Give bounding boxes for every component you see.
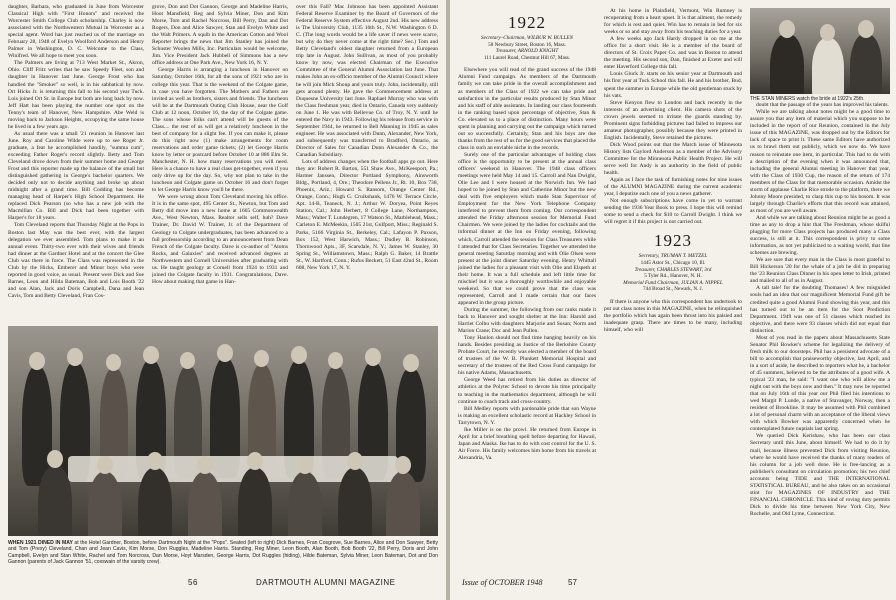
paragraph: Steve Kenyon flew to London and back recently in the interests of an advertising client. His camera shots of the crown jewels seemed to irritate the guards standing by. Prominent signs forbidding pictures had failed to impress our amateur photographer, possibly because they were printed in English. Incidentally, Steve retained the pictures. <box>604 99 742 141</box>
paragraph: The Palmers are living at 713 West Market St., Akron, Ohio. Cliff Fritz writes that he saw Speedy Fleet, son and daughter in Hanover last June. George Frost who has handled the "Smoker" so well, is in his sabbatical by now. Ort Hicks Jr. is returning this fall to his second year Tuck. Lois joined Ort Sr. in Europe but both are long back by now. Jeff Hatt has been playing the number one spot on the Tenny's team of Hanover, New Hampshire. Abe Weld is moving back to Jackson Heights, occupying the same house he lived in a few years ago. <box>8 60 144 130</box>
treasurer-address: 111 Laurel Road, Chestnut Hill 67, Mass. <box>483 54 571 61</box>
page-number: 56 <box>188 578 198 587</box>
paragraph: We are sure that every man in the Class is most grateful to Bill Hickerson '20 for the whale of a job he did in preparing the '23 Reunion Class Dinner in his open letter to Irish, printed and mailed to all of us in August. <box>750 257 890 285</box>
paragraph: Most of you read in the papers about Massachusetts State Senator Phil Bowker's scheme for legalizing the delivery of fresh milk to our doorsteps. Phil has a persistent advocate of a bill to accomplish that praiseworthy objective, last April, and in a sort of aside, he described to reporters what he, a bachelor of 45 summers, believed to be the attributes of a good wife. A typical '23 man, he said: "I want one who will allow me a night out with the boys now and then." It may now be reported that on July 16th of this year our Phil filed his intentions to wed Margit P. Lunde, a native of Stavanger, Norway, then a resident of Brookline. It may be assumed with Phil combined a lot of personal charm with an acceptance of the liberal views with which Bowker was apparently concerned when he contemplated future nuptials last spring. <box>750 334 890 433</box>
class-dinner-photo <box>8 326 438 536</box>
treasurer-address: 5 Tyler Rd., Hanover, N. H. <box>644 273 702 280</box>
magazine-title: DARTMOUTH ALUMNI MAGAZINE <box>256 578 396 587</box>
class-year-heading: 1923 <box>654 231 692 251</box>
paragraph: Tony Hanlon should not find time hanging heavily on his hands. Besides presiding as Justice of the Berkshire County Probate Court, he recently was elected a member of the board of trustees of the W. B. Plunkett Memorial Hospital and secretary of the trustees of the Red Cross Fund campaign for his native Adams, Massachusetts. <box>458 335 596 377</box>
fund-chairman-line: Memorial Fund Chairman, JULIAN A. NIPPEL <box>623 279 723 286</box>
left-page <box>0 0 446 600</box>
paragraph: Bill Medley reports with pardonable pride that son Wayne is making an excellent scholastic record at Hackley School in Tarrytown, N. Y. <box>458 405 596 426</box>
right-column-1 <box>458 8 596 570</box>
issue-date: Issue of OCTOBER 1948 <box>462 578 543 587</box>
right-page <box>450 0 896 600</box>
paragraph: We queried Dick Kerishaw, who has been our class Secretary until this June, about himself. We had to do it by mail, because illness prevented Dick from visiting Reunion, where he would have received the thanks of many readers of his column for a job well done. He is free-lancing as a publisher's consultant on circulation promotion; his two chief accounts being TIDE and THE INTERNATIONAL STATISTICAL BUREAU, and he also takes on an occasional stint for MAGAZINES OF INDUSTRY and THE FINANCIAL CHRONICLE. This kind of roving duty permits Dick to divide his time between New York City, New Rochelle, and Old Lyme, Connecticut. <box>750 433 890 517</box>
paragraph: Ike Miller is on the prowl. He returned from Europe in April for a brief breathing spell before departing for Hawaii, Japan and Alaska. Ike has to do with cost control for the U. S. Air Force. His family welcomes him home from his travels at Alexandria, Va. <box>458 426 596 461</box>
paragraph: While we are talking about notes might be a good time to assure you that any item of material which you suppose to be included in the report of our Reunion, contained in the July issue of this MAGAZINE, was dropped out by the Editors for lack of space to print it. These same Editors have authorized us to brawl them out publicly, which we now do. We have reason to reinstate one item, in particular. This had to do with a description of the evening when it was announced that, including the general Alumni meeting in Hanover that year, with the Class of 1930 Cup, the reason of the return of 174 members of the Class for that memorable occasion. Amidst the storm of applause Charlie Rice strode to the platform, there we Johnny Moore presided, to clasp this cup to his bosom. It was largely through Charlie's efforts that this record was attained, as most of you are well aware. <box>750 109 890 214</box>
fund-chairman-address: 744 Broad St., Newark, N. J. <box>643 286 703 293</box>
paragraph: Tom Cleveland reports that Thursday Night at the Pops in Boston last May was the best ever, with the largest delegation we ever assembled. Tom plans to make it an annual event. Thirty-two ever with their wives and friends had dinner at the Gardner Hotel and at the concert the Glee Club was there in force. The Class was represented in the Club by the Hicks, Emberer and Minor boys who were reported in good voice, as usual. Present were Dick and Sue Barnes, Leon and Hilda Bateman, Bob and Lois Booth '22 and son Alan, Jack and Doris Campbell, Dana and Jean Cavis, Tom and Betty Cleveland, Fran Cos- <box>8 222 144 299</box>
paragraph: George Weed has retired from his duties as director of athletics at the Polytec School to devote his time principally to teaching in the mathematics department, although he will continue to coach track and cross-country. <box>458 377 596 405</box>
paragraph: During the summer, the following from our ranks made it back to Hanover and sought shelter at the Inn: Harold and Harriet Colbu with daughters Marjorie and Susan; Norm and Marion Crane; Doc and Jean Pullen. <box>458 306 596 335</box>
secretary-line: Secretary, TRUMAN T. METZEL <box>638 253 708 260</box>
left-column-3 <box>296 4 438 320</box>
paragraph: Not enough subscriptions have come in yet to warrant sending the 1936 Year Book to press. I hope this will remind some to send a check for $10 to Carroll Dwight. I think we will regret it if this project is not carried out. <box>604 198 742 226</box>
paragraph: At his home in Plainfield, Vermont, Win Rumney is recuperating from a heart upset. It is that ailment, the remedy for which is rest and quiet. Win has to remain in bed for six weeks or so and stay away from his teaching duties for a year. <box>604 8 742 36</box>
paragraph: daughter, Barbara, who graduated in June from Worcester Classical High with "First Honors" and received the Worcester Smith College Club scholarship. Charley is now associated with the Northwestern Mutual in Worcester as a special agent. Word has just reached us of the marriage on February 28, 1948 of Evelyn Woolford Anderson and Henry Palmer in Washington, D. C. Welcome to the Class, Winifred. We all hope to meet you soon. <box>8 4 144 60</box>
paragraph: A tall tale! for the doubting Thomases! A few misguided souls had an idea that our magnificent Memorial Fund gift be credited quite a good Alumni Fund showing this year, and this has turned out to be an item for the Soot Prediction Department. 1949 was one of 51 classes which reached its objective, and there were 93 classes which did not equal that distinction. <box>750 285 890 334</box>
paragraph: Lots of address changes when the football apps go out. Here they are: Robert R. Barton, 551 Shaw Ave., McKeesport, Pa.; Harmer Janssen, Director Portland Symphony, Ainsworth Bldg., Portland, 4, Ore.; Theodore Pellens Jr., Rt. 10, Box 738, Phoenix, Ariz.; Howard S. Ransom, Orange Center Rd., Orange, Conn.; Hugh G. Cruikshank, 1476 W. Terrace Circle, Apt. 14-B, Teaneck, N. J.; Arthur W. Doryea, Point Reyes Station, Cal.; John Herbert, 8 College Lane, Northampton, Mass.; Walter T. Lundegren, 17 Watson St., Marblehead, Mass.; Carleton E. McMeekin, 1505 21st, Gulfport, Miss.; Reginald S. Parks, 5166 Virginia St., Berkeley, Cal.; Lafayon P. Paxson, Box 152, West Harwich, Mass.; Dudley B. Robinson, Thornwood Apts., 3F, Scarsdale, N. Y.; James W. Stanley, 30 Spring St., Williamstown, Mass.; Ralph G. Baker, 14 Brattle St., W. Hartford, Conn.; Rufus Beckett, 51 East 42nd St., Room 608, New York 17, N. Y. <box>296 159 438 271</box>
paragraph: Elsewhere you will read of the grand success of the 1948 Alumni Fund campaign. As members of the Dartmouth family we can take pride in the overall accomplishment and as members of the Class of 1922 we can take pride and satisfaction in the particular results produced by Stan Minor and his staff of able assistants. In landing our class fourteenth in the ranking based upon percentage of objective, Stan & Co. elevated us to a place of distinction. Many hours were spent in planning and carrying out the campaign which turned out so successfully. Certainly, Stan and his boys are due thanks from the rest of us for the good services that placed the class in such an enviable niche in the records. <box>458 67 596 151</box>
class-year-heading: 1922 <box>508 13 546 32</box>
treasurer-line: Treasurer, CHARLES STEWART, 3rd <box>634 266 712 273</box>
right-column-3 <box>750 8 890 570</box>
left-column-1 <box>8 4 144 320</box>
left-column-2 <box>152 4 288 320</box>
paragraph: over this Fall? Mac Johnson has been appointed Assistant Federal Reserve Examiner by the Board of Governors of the Federal Reserve System effective August 2nd. His new address is The University Club, 1135 16th St., N.W. Washington 6 D. C. (The long words would be a life saver if news were scarce, but why do they never come at the right time? Sec.) Tom and Betty Cleveland's oldest daughter returned from a European trip late in August. John Sullivan, as most of you probably know by now, was elected Chairman of the Executive Committee of the General Alumni Association last June. That makes John an ex-officio member of the Alumni Council where he will join Mick Shoup and yours truly. John, incidentally, still gets around plenty. He gave the Commencement address at Duquesne University last June. Raphael Murray who was with the Class freshman year, died in Ontario, Canada very suddenly on June 1. He was with Bellevue Co. of Troy, N. Y. until he entered the Navy in 1943. Following his release from service in September 1944, he returned to Bell Manning in 1945 as sales engineer. He was associated with Dunn, Alexander, New York, and subsequently was transferred to Bradford, Ontario, as Director of Sales for Canadian Dunn Alexander & Co., the Canadian Subsidiary. <box>296 4 438 158</box>
paragraph: And while we are talking about Reunion might be as good a time as any to drop a hint that The Freshman, whose skilful plugging for more Class projects has produced many a Class success, is still at it. This correspondent is privy to some information, as not yet publicized to a waiting world, that line schemes are brewing. <box>750 214 890 257</box>
secretary-address: 58 Newbury Street, Boston 16, Mass. <box>488 41 566 48</box>
paragraph: Again as I face the task of furnishing notes for nine issues of the ALUMNI MAGAZINE during the current academic year, I deputize each one of you a news gatherer. <box>604 177 742 198</box>
paragraph: If there is anyone who this correspondent has undertook to put out class notes in this MAGAZINE, when he relinquished the portfolio which has again been thrust into his palsied and inadequate grasp. There are times to be many, including himself, who will <box>604 299 742 334</box>
caption-lead: WHEN 1921 DINED IN MAY <box>8 540 73 546</box>
paragraph: Surely one of the particular advantages of holding class office is the opportunity to be present at the annual class officers' weekend in Hanover. The 1948 class officers meetings were held May 14 and 15. Carroll and Nan Dwight, Olie Lee and I were housed at the Norwich Inn. We had hoped to be joined by Stan and Catherine Minor but the new deal with five employers which made Stan Supervisor of Employment for the New York Telephone Company interfered to prevent them from coming. Our correspondent attended the Friday afternoon session for Memorial Fund Chairmen. We were joined by the ladies for cocktails and the informal dinner at the Inn on Friday evening, following which, Carroll attended the session for Class Treasurers while I attended that for Class Secretaries. Together we attended the general meeting Saturday morning and with Olie Olsen were present at the joint dinner Saturday evening. Henry Whittall joined the ladies for a pleasant visit with Olie and Elspeth at their home. It was a full schedule and left little time for mischief but it was a thoroughly worthwhile and enjoyable weekend. So that we could prove that the class was represented, Carroll and I made certain that our faces appeared in the group picture. <box>458 151 596 306</box>
paragraph: George Harris is arranging a luncheon in Hanover on Saturday, October 16th, for all the sons of 1921 who are in college this year. That is the weekend of the Colgate game, in case you have forgotten. The Mothers and Fathers are invited as well as brothers, sisters and friends. The luncheon will be at the Dartmouth Outing Club House, near the Golf Club at 12 noon, October 16, the day of the Colgate game. The sons whose folks can't attend will be guests of the Class.... the rest of us will get a relatively luncheon in the best of company for a slight fee. If you can make it, please do this right now (1) make arrangements for room reservations and order game tickets; (2) let George Harris know by letter or postcard before October 10 at 886 Elm St. Manchester, N. H. how many reservations you will need. Here is a chance to have a real class get-together, even if you only drive up for the day. So, why not plan to take in the luncheon and Colgate game on October 16 and don't forget to let George Harris know you'll be there. <box>152 67 288 194</box>
paragraph: Dick Wood points out that the March issue of Minnesota History lists Gaylord Anderson as a member of the Advisory Committee for the Minnesota Public Health Project. He will serve well for Andy is an authority in the field of public health. <box>604 141 742 177</box>
right-column-2 <box>604 8 742 570</box>
paragraph: A few weeks ago Jack Hardy dropped in on me at the office for a short visit. He is a member of the board of directors of St. Croix Paper Co. and was in Boston to attend the meeting. His second son, Dan, finished at Exeter and will enter Haverford College this fall. <box>604 36 742 71</box>
treasurer-line: Treasurer, ARNOLD KNIGHT <box>495 48 559 55</box>
secretary-line: Secretary–Chairman, WILBUR W. BULLEN <box>481 35 573 41</box>
secretary-address: 1445 Astor St., Chicago 10, Ill. <box>640 260 706 267</box>
paragraph: Louis Gluck Jr. starts on his senior year at Dartmouth and his first year at Tuck School this fall. He and his brother, Bud, spent the summer in Europe while the old gentleman stuck by his vats. <box>604 71 742 99</box>
caption-text: at the Hotel Gardner, Boston, before Dartmouth Night at the "Pops". Seated (left to right) Dick Barnes, Fran Cosgrove, Sue Barnes, Alice and Don Sawyer, Betty and Tom (Prexy) Cleveland, Chan and Jean Cavis, Kim Morse, Don Ruggles, Madeline Harris. Standing, Reg Miner, Leon Booth, Alan Booth, Bob Booth '22, Bill Perry, Doris and John Campbell, Evelyn and Stan White, Rachel and Tom Norcross, Dan Morse, Hoyt Marsden, George Harris, Dot Ruggles (hiding), Hilde Bateman, Sylvia Miner, Leon Bateman, Dot and Don Gannon (parents of Jack Gannon '51, coxswain of the varsity crew). <box>8 540 438 565</box>
paragraph: As usual there was a small '21 reunion in Hanover last June. Roy and Caroline Wilde were up to see Roger Jr. graduate, a feat he accomplished handily, "summa cum", exceeding Father Roger's record slightly. Betty and Tom Cleveland drove down from their summer home and George Frost and this reporter made up the balance of the small but distinguished gathering in George's bachelor quarters. We decided only not to decide anything and broke up about midnight after a grand time. Bill Codding has become managing head of Harper's High School Department. He replaced Dick Pearson (so who has a new job with the Macmillan Co. Bill and Dick had been together with Harper's for 18 years. <box>8 130 144 222</box>
paragraph: grove, Don and Dot Gannon, George and Madeline Harris, Hoot Mansfield, Reg and Sylvia Miner, Don and Kim Morse, Tom and Rachel Norcross, Bill Perry, Dan and Dot Rogers, Don and Alice Sawyer, Stan and Evelyn White and the Walt Primers. A squib in the American Cotton and Wool Reporter brings the news that Jim Stanley has joined the Schuster Woolen Mills, Inc. Particulars would be welcome, Jim. Vice President Jack Hubbell of Simmons has a new office address at One Park Ave., New York 16, N. Y. <box>152 4 288 67</box>
photo-caption <box>8 540 438 565</box>
paragraph: doubt that the passage of the years has improved his talents. <box>756 102 889 109</box>
paragraph: We were wrong about Tom Cleveland moving his office. It is in the same spot, 495 Center St., Newton, but Tom and Betty did move into a new home at 1665 Commonwealth Ave., West Newton, Mass. Realtor sells self, huh? Dave Trainer, Dr. David W. Trainer, Jr. of the Department of Geology to Colgate undergraduates, has been advanced to a full professorship according to an announcement from Dean French of the Colgate faculty. Dave is co-author of "Atoms Rocks, and Galaxies" and received advanced degrees at Northwestern and Cornell Universities after graduating with us. He taught geology at Cornell from 1924 to 1931 and joined the Colgate faculty in 1931. Congratulations, Dave. How about making that game in Han- <box>152 194 288 285</box>
photo-caption: THE STAN MINERS watch the bride at 1922's 25th. <box>750 96 865 102</box>
page-number: 57 <box>568 578 577 587</box>
